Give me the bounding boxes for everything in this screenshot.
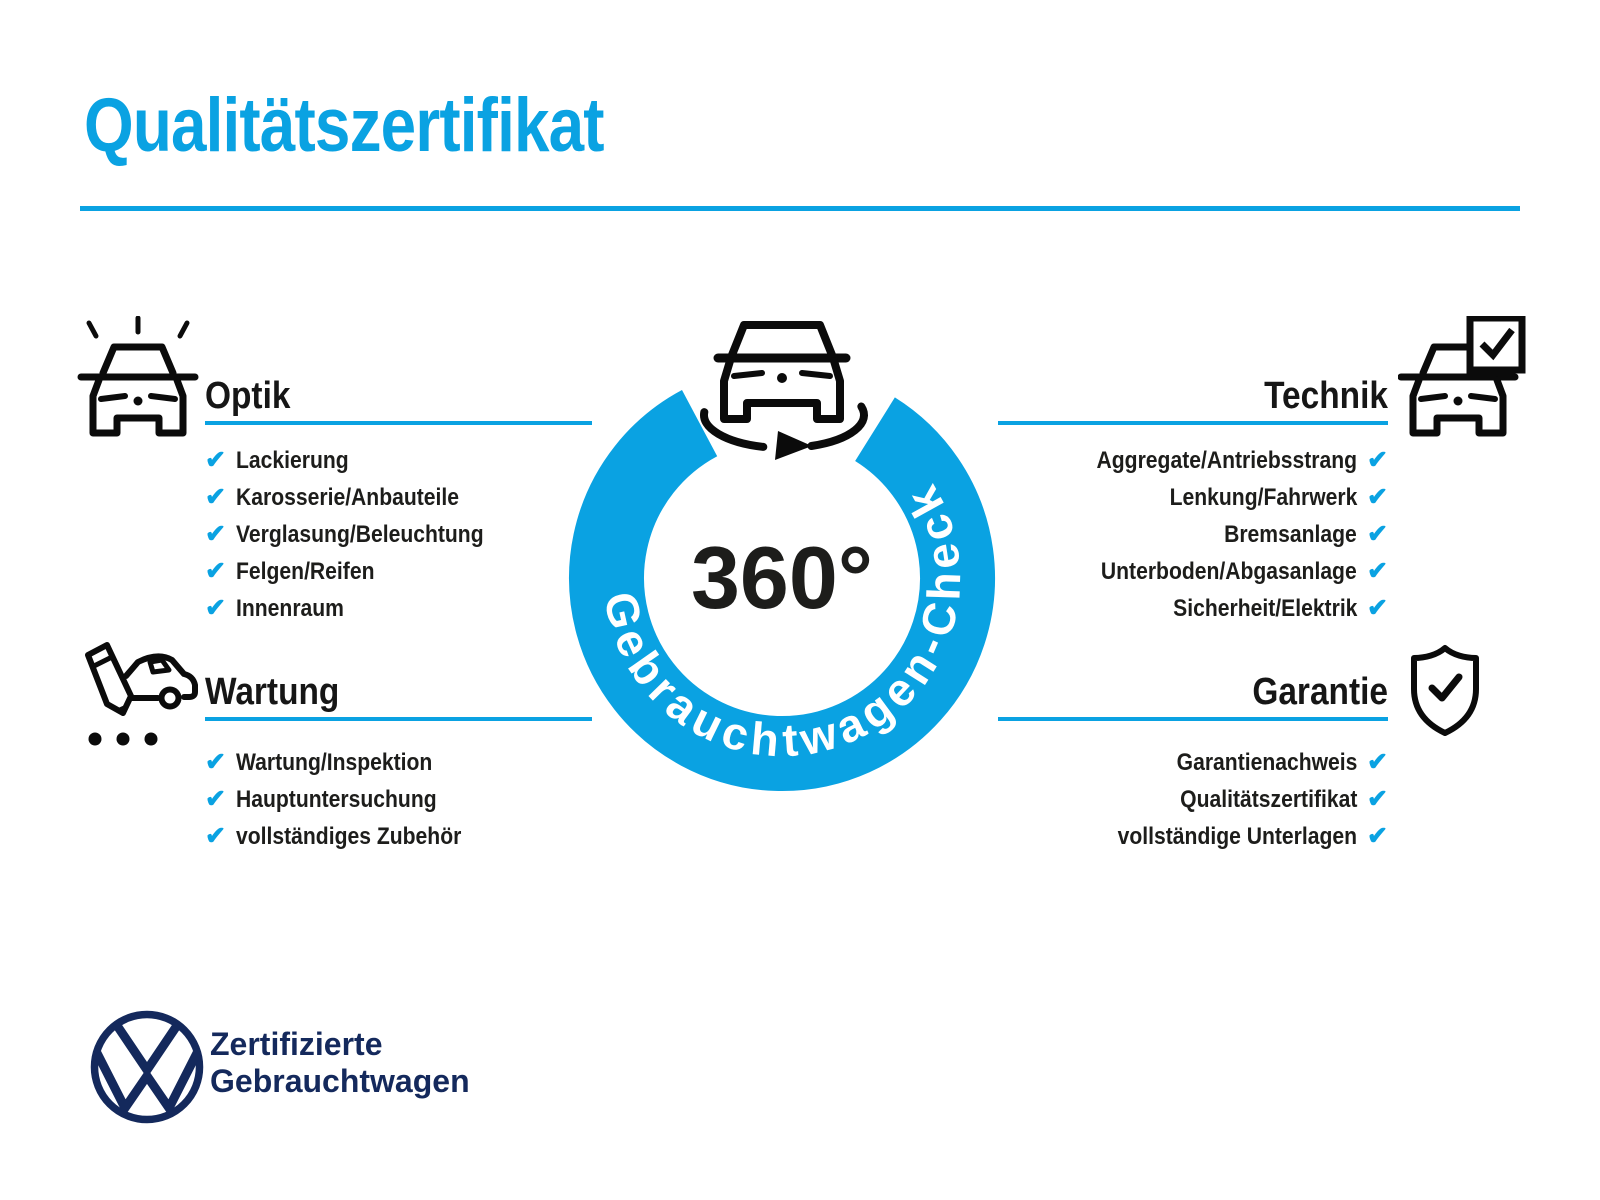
checklist-item — [978, 479, 1388, 516]
checklist-item-label: Karosserie/Anbauteile — [235, 483, 459, 511]
checklist-item — [978, 781, 1388, 818]
check-icon: ✔ — [205, 446, 226, 474]
section-underline-optik — [205, 421, 592, 425]
vw-logo-v — [116, 1024, 178, 1070]
car-windshield — [103, 347, 173, 373]
car-checkbox-icon — [1398, 316, 1528, 438]
checklist-item — [978, 442, 1388, 479]
title-divider — [80, 206, 1520, 211]
brand-line-2: Gebrauchtwagen — [210, 1063, 470, 1099]
check-icon: ✔ — [1367, 594, 1388, 622]
checklist-item-label: vollständiges Zubehör — [235, 822, 462, 850]
check-icon: ✔ — [205, 822, 226, 850]
section-title-optik: Optik — [205, 375, 291, 417]
checklist-item-label: Innenraum — [235, 594, 344, 622]
headlight — [734, 373, 762, 376]
page-title: Qualitätszertifikat — [84, 83, 604, 168]
checklist-item-label: Felgen/Reifen — [235, 557, 375, 585]
dot — [145, 733, 158, 746]
check-icon: ✔ — [1367, 785, 1388, 813]
checklist-item-label: Lenkung/Fahrwerk — [1169, 483, 1358, 511]
headlight — [1421, 396, 1445, 399]
check-icon: ✔ — [205, 483, 226, 511]
checklist-item-label: Hauptuntersuchung — [235, 785, 437, 813]
check-icon: ✔ — [205, 594, 226, 622]
shield-check — [1432, 677, 1459, 698]
pencil — [88, 645, 131, 713]
headlight — [101, 396, 125, 399]
check-icon: ✔ — [205, 557, 226, 585]
checklist-item-label: Qualitätszertifikat — [1179, 785, 1358, 813]
checklist-technik — [978, 442, 1388, 627]
checklist-item — [978, 744, 1388, 781]
check-icon: ✔ — [1367, 748, 1388, 776]
car-windshield — [732, 325, 832, 355]
badge-ring-text: Gebrauchtwagen-Check — [593, 472, 971, 767]
car-window — [150, 660, 169, 672]
checklist-item-label: Garantienachweis — [1176, 748, 1358, 776]
check-icon: ✔ — [1367, 446, 1388, 474]
checklist-item-label: Aggregate/Antriebsstrang — [1096, 446, 1358, 474]
checklist-item — [205, 781, 592, 818]
check-icon: ✔ — [1367, 483, 1388, 511]
section-underline-garantie — [998, 717, 1388, 721]
car-body — [724, 361, 840, 419]
car-body — [1413, 380, 1503, 433]
pencil-car-service-icon — [76, 640, 198, 752]
headlight — [802, 373, 830, 376]
checklist-item — [205, 744, 592, 781]
section-title-technik: Technik — [1264, 375, 1388, 417]
car-body — [93, 380, 183, 433]
brand-line-1: Zertifizierte — [210, 1026, 383, 1062]
checklist-item — [205, 479, 592, 516]
checklist-item-label: vollständige Unterlagen — [1117, 822, 1358, 850]
check-icon: ✔ — [205, 520, 226, 548]
checklist-item — [205, 516, 592, 553]
car-wheel — [162, 690, 179, 707]
brand-text — [210, 1026, 470, 1100]
car-emblem-dot — [1454, 397, 1463, 406]
shield-check-icon — [1406, 644, 1484, 738]
section-title-wartung: Wartung — [205, 671, 340, 713]
badge-360-value: 360° — [690, 528, 873, 627]
headlight — [151, 396, 175, 399]
section-underline-technik — [998, 421, 1388, 425]
car-emblem-dot — [134, 397, 143, 406]
check-icon: ✔ — [1367, 557, 1388, 585]
checklist-item-label: Unterboden/Abgasanlage — [1101, 557, 1358, 585]
checkbox — [1470, 318, 1522, 370]
checklist-item — [205, 818, 592, 855]
check-icon: ✔ — [205, 785, 226, 813]
car-360-rotate-icon — [704, 325, 864, 460]
car-shine-icon — [72, 316, 204, 440]
vw-logo-w — [97, 1053, 197, 1108]
dot — [117, 733, 130, 746]
check-icon: ✔ — [205, 748, 226, 776]
checklist-item — [978, 818, 1388, 855]
checklist-garantie — [978, 744, 1388, 855]
vw-logo — [88, 1008, 206, 1126]
section-underline-wartung — [205, 717, 592, 721]
check-icon: ✔ — [1367, 520, 1388, 548]
check-icon: ✔ — [1367, 822, 1388, 850]
checklist-item — [205, 553, 592, 590]
checklist-wartung — [205, 744, 592, 855]
section-title-garantie: Garantie — [1252, 671, 1388, 713]
checklist-optik — [205, 442, 592, 627]
car-emblem-dot — [777, 373, 787, 383]
checklist-item-label: Wartung/Inspektion — [235, 748, 433, 776]
headlight — [1471, 396, 1495, 399]
rotate-arrow-head — [775, 431, 812, 460]
checklist-item-label: Verglasung/Beleuchtung — [235, 520, 484, 548]
checklist-item — [205, 442, 592, 479]
shine-ray — [89, 323, 96, 336]
checklist-item-label: Sicherheit/Elektrik — [1172, 594, 1358, 622]
dot — [89, 733, 102, 746]
shine-ray — [180, 323, 187, 336]
checklist-item — [978, 516, 1388, 553]
checklist-item — [205, 590, 592, 627]
checklist-item-label: Bremsanlage — [1224, 520, 1358, 548]
checklist-item-label: Lackierung — [235, 446, 349, 474]
checklist-item — [978, 553, 1388, 590]
checklist-item — [978, 590, 1388, 627]
